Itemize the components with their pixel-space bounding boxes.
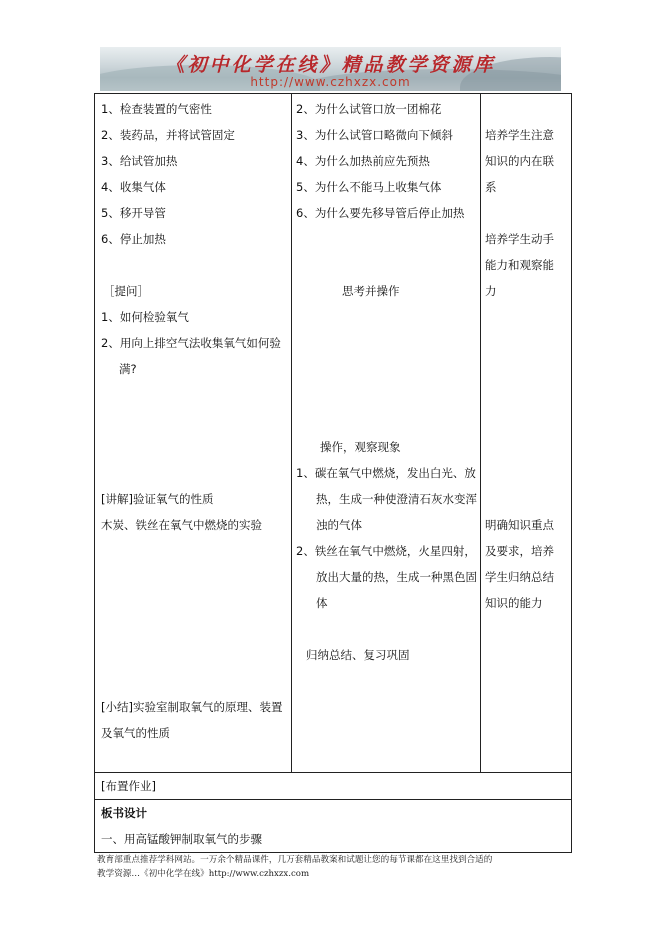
question-item: 1、如何检验氧气 (101, 310, 189, 324)
experiment-label: 木炭、铁丝在氧气中燃烧的实验 (101, 518, 262, 532)
observation-item: 2、铁丝在氧气中燃烧，火星四射， (296, 544, 476, 558)
student-activity-cell (292, 94, 481, 773)
goal-text: 力 (485, 284, 497, 298)
header-banner (100, 47, 561, 91)
observation-item: 热，生成一种使澄清石灰水变浑 (316, 492, 477, 506)
banner-title: 《初中化学在线》精品教学资源库 (165, 54, 496, 76)
question-item: 4、为什么加热前应先预热 (296, 154, 430, 168)
step-item: 6、停止加热 (101, 232, 166, 246)
footer-note (97, 853, 572, 881)
lesson-table (94, 93, 572, 853)
summary-label: [小结]实验室制取氧气的原理、装置 (101, 700, 283, 714)
question-item: 2、用向上排空气法收集氧气如何验 (101, 336, 281, 350)
goal-text: 能力和观察能 (485, 258, 554, 272)
question-item: 3、为什么试管口略微向下倾斜 (296, 128, 453, 142)
teacher-activity-cell (95, 94, 292, 773)
review-label: 归纳总结、复习巩固 (306, 648, 410, 662)
step-item: 3、给试管加热 (101, 154, 178, 168)
question-item: 满? (119, 362, 137, 376)
question-item: 6、为什么要先移导管后停止加热 (296, 206, 465, 220)
step-item: 1、检查装置的气密性 (101, 102, 212, 116)
operate-label: 操作，观察现象 (320, 440, 401, 454)
goal-text: 及要求，培养 (485, 544, 554, 558)
observation-item: 体 (316, 596, 328, 610)
question-item: 2、为什么试管口放一团棉花 (296, 102, 442, 116)
ask-tag: ［提问］ (103, 284, 149, 298)
homework-label: [布置作业] (101, 779, 156, 793)
goal-text: 明确知识重点 (485, 518, 554, 532)
step-item: 2、装药品，并将试管固定 (101, 128, 235, 142)
question-item: 5、为什么不能马上收集气体 (296, 180, 442, 194)
observation-item: 浊的气体 (316, 518, 362, 532)
footer-line[interactable]: 教学资源…《初中化学在线》http://www.czhxzx.com (97, 869, 310, 879)
goal-text: 培养学生注意 (485, 128, 554, 142)
summary-label: 及氧气的性质 (101, 726, 170, 740)
lecture-label: [讲解]验证氧气的性质 (101, 492, 214, 506)
design-intent-cell (481, 94, 572, 773)
step-item: 5、移开导管 (101, 206, 166, 220)
board-design-row (95, 800, 572, 853)
board-item: 一、用高锰酸钾制取氧气的步骤 (101, 832, 262, 846)
goal-text: 培养学生动手 (485, 232, 554, 246)
think-label: 思考并操作 (342, 284, 400, 298)
step-item: 4、收集气体 (101, 180, 166, 194)
banner-url[interactable]: http://www.czhxzx.com (250, 75, 411, 89)
observation-item: 1、碳在氧气中燃烧，发出白光、放 (296, 466, 476, 480)
observation-item: 放出大量的热，生成一种黑色固 (316, 570, 477, 584)
goal-text: 系 (485, 180, 497, 194)
footer-line: 教育部重点推荐学科网站。一万余个精品课件，几万套精品教案和试题让您的每节课都在这里找到合适的 (97, 855, 493, 865)
goal-text: 学生归纳总结 (485, 570, 554, 584)
homework-row (95, 773, 572, 800)
goal-text: 知识的能力 (485, 596, 543, 610)
board-title: 板书设计 (101, 806, 147, 820)
goal-text: 知识的内在联 (485, 154, 554, 168)
